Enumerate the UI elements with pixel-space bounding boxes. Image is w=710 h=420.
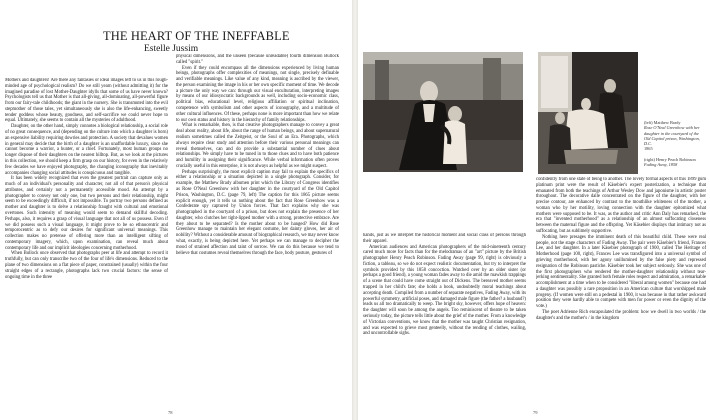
paragraph: What is remarkable, then, is that creative photographers manage to convey a great deal about reality, about life, about the range of human beings, and about supernatural realism sometimes called the Zeitgeist, or the Soul of an Era. Photographs, which always require clear study and attention before their various personal meanings can reveal themselves, can and do provide a substantial number of clues about relationships. We simply have to be tuned in to those clues and to have both patience and humility in assigning their significance. While verbal information often proves crucially useful in this enterprise, it is not always as helpful as we might suspect. bbox=[176, 123, 339, 169]
paragraph: Even if they could encompass all the dimensions experienced by living human beings, photographs offer complexities of meanings, not single, precisely definable and verifiable meanings. Like value of any kind, meaning is ascribed by the viewer, the person examining the image in his or her own specific moment of time. We decode a picture the only way we can: through our visual enculturation, interpreting images by means of our idiosyncratic backgrounds as well, including socio-economic class, political bias, educational level, religious affiliation or spiritual inclination, competence with symbolism and other aspects of iconography, and a multitude of other cultural influences. Of these, perhaps none is more important than how we relate to our own status and history in the hierarchy of family relationships. bbox=[176, 65, 339, 123]
article-title: THE HEART OF THE INEFFABLE bbox=[103, 29, 290, 43]
caption-left-year: 1865 bbox=[644, 146, 653, 152]
right-column-2 bbox=[536, 177, 706, 408]
right-column-1 bbox=[363, 233, 526, 408]
left-column-1 bbox=[5, 78, 168, 408]
paragraph: When Bullock once observed that photographs peer at life and attempt to record it truthfully, but can only transcribe two of the four of life's dimensions. Reduced to the plane of two dimensions on a flat piece of paper, constrained (usually) within the four straight edges of a rectangle, photographs lack two crucial factors: the sense of ongoing time in the three bbox=[5, 251, 168, 280]
photo-fading-away bbox=[538, 52, 638, 174]
paragraph: The poet Adrienne Rich encapsulated the problem: how we dwell in two worlds / the daughter's and the mother's / in the kingdom bbox=[536, 309, 706, 321]
paragraph: confidently from one state of being to another. The lovely formal aspects of this 1899 gum platinum print were the result of Käsebier's expert posterization, a technique that emanated from both the teachings of Arthur Wesley Dow and japonisme in artistic poster throughout. The decorative dalle concentrated on the figure of the daughter, with her precise contour, are enhanced by contrast to the mouthlike whiteness of the mother, a woman who by her motility, loving connection with the daughter epitomized what mothers were supposed to be. It was, as the author and critic Ann Daly has remarked, the era that "invented motherhood" as a relationship of an almost suffocating closeness between the maternal figure and the offspring. Yet Käsebier displays that intimacy not as suffocating, but as sublimely supportive. bbox=[536, 177, 706, 235]
caption-right-label: (right) Henry Peach Robinson bbox=[644, 156, 696, 162]
article-byline: Estelle Jussim bbox=[144, 44, 199, 54]
left-column-2 bbox=[176, 54, 339, 408]
greenhow-photo-image bbox=[363, 52, 523, 172]
photo-caption bbox=[644, 120, 706, 167]
photo-greenhow-and-daughter bbox=[363, 52, 523, 172]
paragraph: Perhaps surprisingly, the most explicit caption may fail to explain the specifics of either a relationship or a situation depicted in a single photograph. Consider, for example, the Matthew Brady albumen print which the Library of Congress identifies as Rose O'Neal Greenhow with her daughter in the courtyard of the Old Capitol Prison, Washington, D.C. (page 79, left) The caption for this 1865 picture seems explicit enough, yet it tells us nothing about the fact that Rose Greenhow was a Confederate spy captured by Union forces. That fact explains why she was photographed in the courtyard of a prison, but does not explain the presence of her daughter, who clutches her tight-lipped mother with a strong, protective embrace. Are they about to be separated? Is the mother about to be hanged? How did Rose Greenhow manage to maintain her elegant costume, her dainty gloves, her air of nobility? Without a considerable amount of biographical research, we may never know what, exactly, is being depicted here. Yet perhaps we can manage to decipher the mood of strained affection and taint of sorrow. We can do this because we tend to believe that costumes reveal themselves through the face, body posture, gestures of bbox=[176, 169, 339, 256]
left-page bbox=[0, 0, 352, 420]
paragraph: Daughter, on the other hand, simply connotes a biological relationship, a social role of no great consequence, and (depending on the culture into which a daughter is born) an expensive liability requiring dowries and protection. A society that devalues women in general may decide that the birth of a daughter is an unaffordable luxury, since she cannot become a warrior, a hunter, or a chief. Fortunately, most human groups no longer dispose of their daughters on the nearest hilltop. But, as we look at the pictures in this collection, we should keep a firm grasp on our history, for even in the relatively few decades we have enjoyed photography, the changing iconography that inevitably accompanies changing social attitudes is conspicuous and tangible. bbox=[5, 124, 168, 176]
fading-away-photo-image bbox=[538, 52, 638, 174]
page-number-right: 79 bbox=[533, 410, 538, 415]
page-number-left: 78 bbox=[168, 410, 173, 415]
caption-right-title: Fading Away, 1858 bbox=[644, 162, 678, 168]
paragraph: hands, just as we interpret the historical moment and social class of persons through their apparel. bbox=[363, 233, 526, 244]
paragraph: Nothing here presages the imminent death of this beautiful child. These were real people, not the stage characters of Fading Away. The pair were Käsebier's friend, Frances Lee, and her daughter. In a later Käsebier photograph of 1900, called The Heritage of Motherhood (page 100, right), Frances Lee was transfigured into a universal symbol of grieving motherhood, with her agony unillumined by the false piety and repressed resignation of the Robinson pastiche. Käsebier took her subject seriously. She was one of the first photographers who rendered the mother-daughter relationship without tear-jerking sentimentality. She granted both female roles respect and admiration, a remarkable accomplishment at a time when to be considered "liberal among women" because one had a daughter was possibly a rare proposition in an American culture that worshipped male progeny. (If women were still on a pedestal in 1900, it was because in that rather awkward position they were hardly able to compete with men for power or even the dignity of the vote.) bbox=[536, 234, 706, 310]
paragraph: physical dimensions, and the unseen (because unreadable) fourth dimension Bullock called "spirit." bbox=[176, 54, 339, 65]
paragraph: It has been widely recognized that even the greatest portrait can capture only as much of an individual's personality and character, not all of that person's physical attributes, and certainly not a permanently accessible mood. An attempt by a photographer to convey not only one, but two persons and their relationship, might seem to be exceedingly difficult, if not impossible. To portray two persons defined as mother and daughter is to delve a relationship fraught with cultural and emotional overtones. Such intensity of meaning would seem to demand skillful decoding. Perhaps, also, it requires a grasp of visual language that not all of us possess. Even if we did possess such a visual language, it might prove to be so ethnocentric and temporocentric as to defy our desires for significant universal meanings. This collection makes no pretense of offering more than an intelligent sifting of contemporary imagery, which, upon examination, can reveal much about contemporary life and our implicit ideologies concerning motherhood. bbox=[5, 176, 168, 251]
right-page bbox=[358, 0, 710, 420]
caption-left-title: Rose O'Neal Greenhow with her daughter in the courtyard of the Old Capitol prison, Washington, D.C. bbox=[644, 125, 700, 147]
paragraph: Mothers and daughters! Are there any fantasies or ideal images left to us in this rough-minded age of psychological realism? Do we still yearn (without admitting it) for the imagined paradise of lost Mother-Daughter idylls that some of us have never known? Psychologists tell us that Mother is that all-giving, all-dominating, all-powerful figure from our fairy-tale childhoods; the giant in the nursery. She is transmuted into the evil stepmother of those tales, yet simultaneously she is also the life-enhancing, sweetly tender goddess whose beauty, goodness, and self-sacrifice we could never hope to equal. Ultimately, she seems to contain all the mysteries of adulthood. bbox=[5, 78, 168, 124]
caption-left-label: (left) Matthew Brady bbox=[644, 120, 681, 125]
paragraph: American audiences and American photographers of the mid-nineteenth century cared much more for facts than for the melodramas of an "art" picture by the British photographer Henry Peach Robinson. Fading Away (page 99, right) is obviously a fiction, a tableau, so we do not expect realistic documentation, but try to interpret the symbols provided by this 1858 concoction. Watched over by an older sister (or perhaps a good friend), a young woman fades away to die amid the mawkish trappings of a scene that could have come straight out of Dickens. The bereaved mother seems trapped in her child's fate; she holds a book, undoubtedly moral teachings about accepting death. Compiled from a number of separate negatives, Fading Away, with its powerful symmetry, artificial poses, and damaged male figure (the father? a husband?) leads us all too dramatically to weep. The bright sky, however, offers hope of heaven: the daughter will soon be among the angels. Too reminiscent of theatre to be taken seriously today, the picture tells little about the grief of the mother. From a knowledge of Victorian conventions, we know that the mother was taught Christian resignation, and was expected to grieve most genteelly, without the rending of clothes, wailing, and uncontrollable sighs. bbox=[363, 244, 526, 337]
